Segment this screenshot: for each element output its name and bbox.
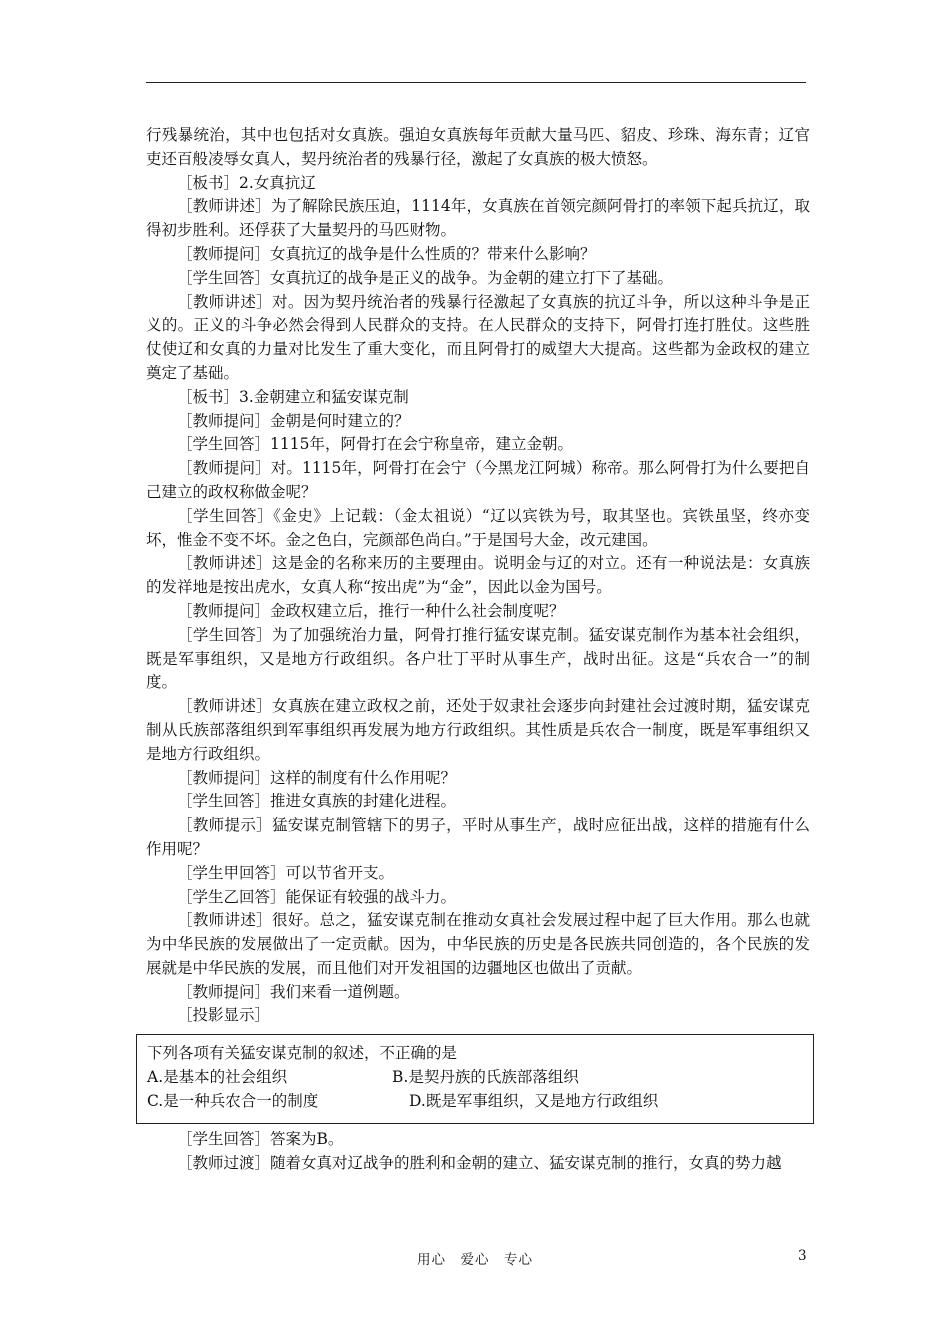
- paragraph: ［学生回答］《金史》上记载：（金太祖说）“辽以宾铁为号，取其坚也。宾铁虽坚，终亦变坏，惟金不变不坏。金之色白，完颜部色尚白。”于是国号大金，改元建国。: [146, 506, 810, 549]
- question-stem: 下列各项有关猛安谋克制的叙述，不正确的是: [147, 1044, 458, 1063]
- paragraph: ［教师提问］我们来看一道例题。: [177, 982, 410, 1001]
- paragraph: ［学生回答］答案为B。: [177, 1130, 344, 1149]
- paragraph: ［教师提问］金朝是何时建立的？: [177, 411, 410, 430]
- document-body: [146, 124, 810, 1176]
- paragraph: ［教师讲述］为了解除民族压迫，1114年，女真族在首领完颜阿骨打的率领下起兵抗辽，取得初步胜利。还俘获了大量契丹的马匹财物。: [146, 197, 810, 240]
- paragraph: ［教师过渡］随着女真对辽战争的胜利和金朝的建立、猛安谋克制的推行，女真的势力越: [177, 1154, 782, 1173]
- footer-slogan: 用心 爱心 专心: [417, 1252, 533, 1268]
- paragraph: ［投影显示］: [177, 1006, 271, 1025]
- option-a: A.是基本的社会组织: [147, 1068, 288, 1087]
- option-row: [147, 1089, 803, 1113]
- option-d: D.既是军事组织，又是地方行政组织: [409, 1092, 659, 1111]
- paragraph: ［学生甲回答］可以节省开支。: [177, 863, 395, 882]
- paragraph: ［板书］3.金朝建立和猛安谋克制: [177, 387, 409, 406]
- paragraph: ［学生回答］女真抗辽的战争是正义的战争。为金朝的建立打下了基础。: [177, 268, 674, 287]
- paragraph: ［学生回答］1115年，阿骨打在会宁称皇帝，建立金朝。: [177, 435, 573, 454]
- paragraph: ［教师讲述］很好。总之，猛安谋克制在推动女真社会发展过程中起了巨大作用。那么也就为中华民族的发展做出了一定贡献。因为，中华民族的历史是各民族共同创造的，各个民族的发展就是中华民族的发展，而且他们对开发祖国的边疆地区也做出了贡献。: [146, 911, 810, 977]
- paragraph: ［教师讲述］这是金的名称来历的主要理由。说明金与辽的对立。还有一种说法是：女真族的发祥地是按出虎水，女真人称“按出虎”为“金”，因此以金为国号。: [146, 554, 810, 597]
- question-box: [136, 1034, 814, 1124]
- header-rule: [146, 82, 806, 83]
- option-row: [147, 1065, 803, 1089]
- paragraph: ［学生回答］推进女真族的封建化进程。: [177, 792, 457, 811]
- option-c: C.是一种兵农合一的制度: [147, 1092, 319, 1111]
- paragraph: ［学生乙回答］能保证有较强的战斗力。: [177, 887, 457, 906]
- paragraph: ［教师提示］猛安谋克制管辖下的男子，平时从事生产，战时应征出战，这样的措施有什么作用呢？: [146, 816, 810, 858]
- paragraph: ［教师提问］对。1115年，阿骨打在会宁（今黑龙江阿城）称帝。那么阿骨打为什么要把自己建立的政权称做金呢？: [146, 459, 810, 501]
- paragraph: ［教师提问］金政权建立后，推行一种什么社会制度呢？: [177, 601, 565, 620]
- paragraph: ［学生回答］为了加强统治力量，阿骨打推行猛安谋克制。猛安谋克制作为基本社会组织，既是军事组织，又是地方行政组织。各户壮丁平时从事生产，战时出征。这是“兵农合一”的制度。: [146, 625, 810, 692]
- paragraph: 行残暴统治，其中也包括对女真族。强迫女真族每年贡献大量马匹、貂皮、珍珠、海东青；辽官吏还百般凌辱女真人，契丹统治者的残暴行径，激起了女真族的极大愤怒。: [146, 126, 810, 168]
- paragraph: ［教师讲述］女真族在建立政权之前，还处于奴隶社会逐步向封建社会过渡时期，猛安谋克制从氏族部落组织到军事组织再发展为地方行政组织。其性质是兵农合一制度，既是军事组织又是地方行政组织。: [146, 697, 810, 763]
- paragraph: ［教师提问］女真抗辽的战争是什么性质的？带来什么影响？: [177, 244, 596, 263]
- option-b: B.是契丹族的氏族部落组织: [392, 1068, 579, 1087]
- paragraph: ［教师讲述］对。因为契丹统治者的残暴行径激起了女真族的抗辽斗争，所以这种斗争是正义的。正义的斗争必然会得到人民群众的支持。在人民群众的支持下，阿骨打连打胜仗。这些胜仗使辽和女真的力量对比发生了重大变化，而且阿骨打的威望大大提高。这些都为金政权的建立奠定了基础。: [146, 292, 810, 382]
- paragraph: ［教师提问］这样的制度有什么作用呢？: [177, 768, 457, 787]
- paragraph: ［板书］2.女真抗辽: [177, 173, 316, 192]
- page-number: 3: [798, 1248, 807, 1264]
